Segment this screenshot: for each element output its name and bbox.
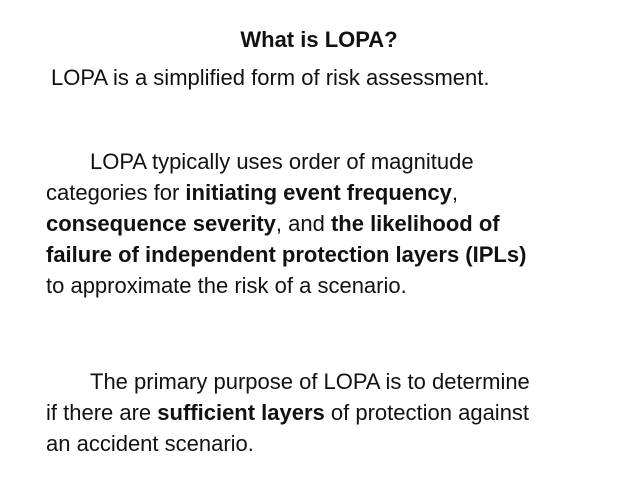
paragraph2-line2-text-a: if there are: [46, 400, 158, 425]
slide-title: What is LOPA?: [240, 27, 398, 52]
paragraph-lopa-categories: [46, 146, 626, 301]
ipl-failure-term: failure of independent protection layers (IPLs): [46, 242, 527, 267]
paragraph-lopa-purpose: [46, 366, 626, 459]
paragraph1-line2: [46, 177, 626, 208]
paragraph1-line4: [46, 239, 626, 270]
initiating-event-frequency-term: initiating event frequency: [185, 180, 452, 205]
paragraph1-line1: LOPA typically uses order of magnitude: [90, 149, 474, 174]
paragraph1-line2-comma: ,: [451, 180, 459, 205]
paragraph1-line2-text: categories for: [46, 180, 186, 205]
paragraph2-line3: an accident scenario.: [46, 431, 254, 456]
paragraph2-line2-text-b: of protection against: [324, 400, 530, 425]
paragraph2-line2: [46, 397, 626, 428]
paragraph2-line1: The primary purpose of LOPA is to determine: [90, 369, 530, 394]
sufficient-layers-term: sufficient layers: [157, 400, 325, 425]
likelihood-term: the likelihood of: [330, 211, 500, 236]
paragraph1-line3-text: , and: [275, 211, 331, 236]
intro-text: LOPA is a simplified form of risk assessment.: [51, 65, 490, 90]
paragraph1-line5: to approximate the risk of a scenario.: [46, 273, 407, 298]
paragraph1-line3: [46, 208, 626, 239]
consequence-severity-term: consequence severity: [46, 211, 276, 236]
